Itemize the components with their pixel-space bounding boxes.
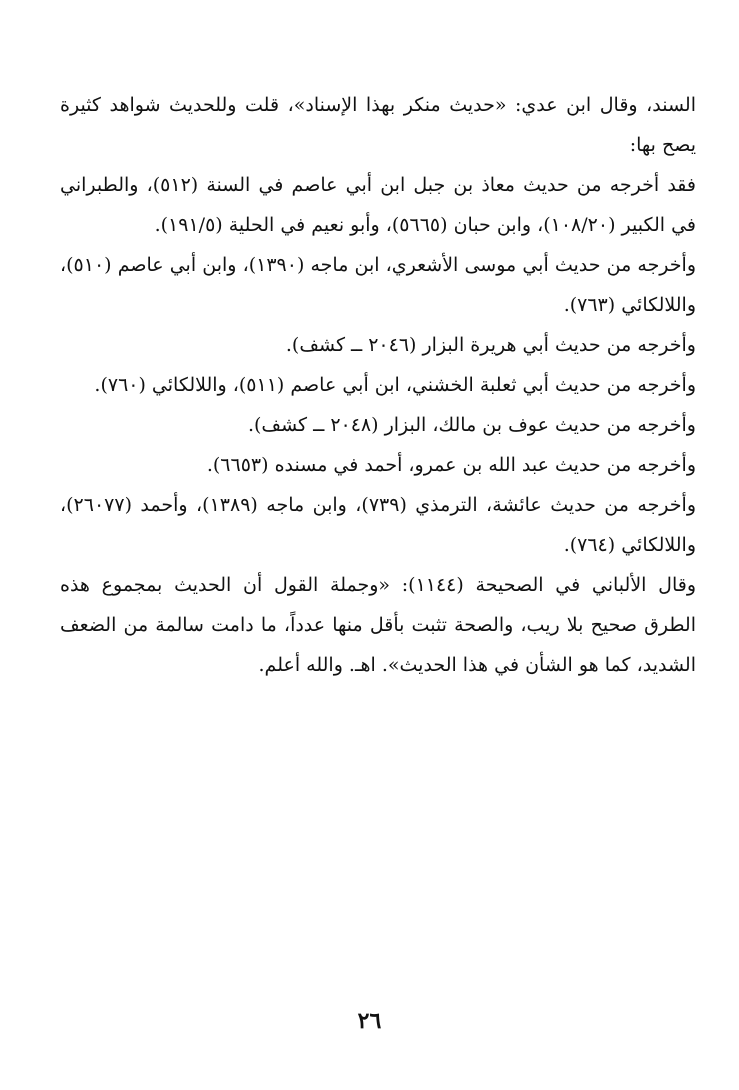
paragraph-aisha: وأخرجه من حديث عائشة، الترمذي (٧٣٩)، وابن ماجه (١٣٨٩)، وأحمد (٢٦٠٧٧)، واللالكائي (٧٦٤). bbox=[60, 494, 696, 556]
page-number: ٢٦ bbox=[357, 1008, 382, 1034]
paragraph-albani: وقال الألباني في الصحيحة (١١٤٤): «وجملة القول أن الحديث بمجموع هذه الطرق صحيح بلا ريب، والصحة تثبت بأقل منها عدداً، ما دامت سالمة من الضعف الشديد، كما هو الشأن في هذا الحديث». اهـ. والله أعلم. bbox=[60, 574, 697, 676]
body-text bbox=[60, 85, 696, 685]
paragraph-abu-hurayra: وأخرجه من حديث أبي هريرة البزار (٢٠٤٦ ــ كشف). bbox=[285, 334, 696, 356]
paragraph-abu-thalaba: وأخرجه من حديث أبي ثعلبة الخشني، ابن أبي عاصم (٥١١)، واللالكائي (٧٦٠). bbox=[94, 374, 696, 396]
paragraph-awf: وأخرجه من حديث عوف بن مالك، البزار (٢٠٤٨ ــ كشف). bbox=[247, 414, 696, 436]
paragraph-abu-musa: وأخرجه من حديث أبي موسى الأشعري، ابن ماجه (١٣٩٠)، وابن أبي عاصم (٥١٠)، واللالكائي (٧٦٣). bbox=[60, 254, 696, 316]
paragraph-intro: السند، وقال ابن عدي: «حديث منكر بهذا الإسناد»، قلت وللحديث شواهد كثيرة يصح بها: bbox=[60, 94, 696, 156]
paragraph-muadh: فقد أخرجه من حديث معاذ بن جبل ابن أبي عاصم في السنة (٥١٢)، والطبراني في الكبير (١٠٨/٢٠)، وابن حبان (٥٦٦٥)، وأبو نعيم في الحلية (١٩١/٥). bbox=[60, 174, 696, 236]
paragraph-abdullah: وأخرجه من حديث عبد الله بن عمرو، أحمد في مسنده (٦٦٥٣). bbox=[206, 454, 696, 476]
